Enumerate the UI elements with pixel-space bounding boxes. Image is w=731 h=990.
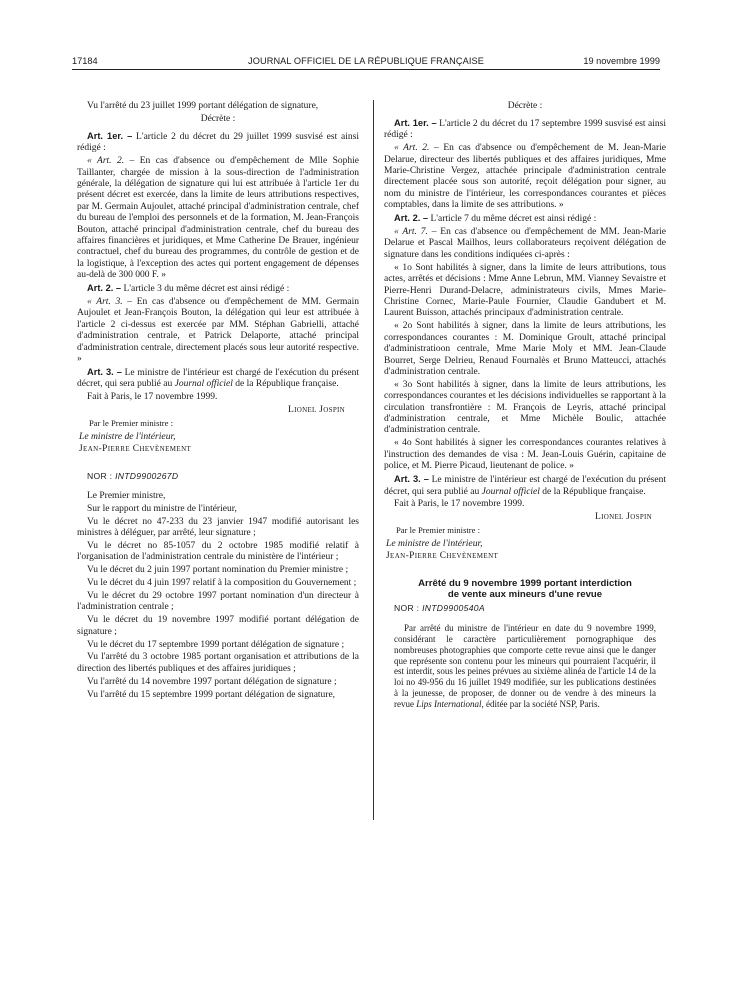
minister-title: Le ministre de l'intérieur, xyxy=(79,430,176,442)
fait-line: Fait à Paris, le 17 novembre 1999. xyxy=(394,499,525,510)
visa-item: Vu le décret du 19 novembre 1997 modifié portant délégation de signature ; xyxy=(77,615,359,637)
arrete-text-end: , éditée par la société NSP, Paris. xyxy=(481,698,600,709)
arrete-title-line: Arrêté du 9 novembre 1999 portant interdiction xyxy=(418,577,632,589)
visa-item: Vu le décret du 17 septembre 1999 portant délégation de signature ; xyxy=(87,639,345,650)
visa-item: Vu l'arrêté du 15 septembre 1999 portant délégation de signature, xyxy=(87,689,336,700)
nor-reference xyxy=(384,603,666,614)
minister-name: Jean-Pierre Chevènement xyxy=(386,551,499,562)
article-1-quote xyxy=(384,143,666,211)
list-item: « 4o Sont habilités à signer les correspondances courantes relatives à l'instruction des demandes de visa : M. Jean-Louis Guérin, capitaine de police, et M. Pierre Picaud, lieutenant de police. » xyxy=(384,438,666,472)
article-text-end: de la République française. xyxy=(539,486,646,497)
list-item: « 3o Sont habilités à signer, dans la limite de leurs attributions, les correspondances courantes et les décisions individuelles se rapportant à la circulation transfrontière : M. François de Leyris, attaché principal d'administration centrale, et Mme Michèle Boulic, attachée d'administration centrale. xyxy=(384,379,666,436)
journal-officiel-ref: Journal officiel xyxy=(174,379,233,390)
visa-item: Vu le décret no 85-1057 du 2 octobre 1985 modifié relatif à l'organisation de l'administration centrale du ministère de l'intérieur ; xyxy=(77,540,359,563)
article-1 xyxy=(384,118,666,142)
signatory-name: Lionel Jospin xyxy=(288,405,345,416)
visa-item: Vu le décret du 2 juin 1997 portant nomination du Premier ministre ; xyxy=(87,565,349,576)
article-label: Art. 2. – xyxy=(87,283,122,294)
article-label: Art. 1er. – xyxy=(87,130,133,141)
visa-item: Vu l'arrêté du 14 novembre 1997 portant délégation de signature ; xyxy=(87,676,337,687)
quote-text: – En cas d'absence ou d'empêchement de M. Jean-Marie Delarue, directeur des libertés publiques et des affaires juridiques, Mme Marie-Christine Vergez, attachée principale d'administration centrale directement placée sous son autorité, reçoit délégation pour signer, au nom du ministre de l'intérieur, les correspondances courantes et pièces comptables, dans la limite de ses attributions. » xyxy=(384,143,667,211)
par-premier-ministre: Par le Premier ministre : xyxy=(396,525,481,536)
article-label: Art. 1er. – xyxy=(394,117,437,128)
nor-label: NOR : xyxy=(87,470,116,481)
article-label: Art. 3. – xyxy=(394,474,429,485)
premier-ministre-line: Le Premier ministre, xyxy=(87,490,166,501)
article-text: L'article 2 du décret du 17 septembre 1999 susvisé est ainsi rédigé : xyxy=(384,118,666,141)
article-2-quote xyxy=(77,297,359,365)
page-number: 17184 xyxy=(72,56,98,66)
column-divider xyxy=(373,100,374,820)
article-1-quote xyxy=(77,156,359,281)
signatory-name: Lionel Jospin xyxy=(595,512,652,523)
page-header xyxy=(72,54,660,68)
list-item: « 1o Sont habilités à signer, dans la limite de leurs attributions, tous actes, arrêtés et décisions : Mme Anne Lebrun, MM. Vianney Sevaistre et Pierre-Henri Durand-Delacre, administrateurs civils, Mmes Marie-Christine Cornec, Marie-Paule Fournier, Claudie Gandubert et M. Laurent Buisson, attachés principaux d'administration centrale. xyxy=(384,262,666,319)
article-text: Le ministre de l'intérieur est chargé de l'exécution du présent décret, qui sera publié au xyxy=(77,367,359,390)
visa-item: Vu le décret no 47-233 du 23 janvier 1947 modifié autorisant les ministres à déléguer, par arrêté, leur signature ; xyxy=(77,516,359,538)
quote-label: « Art. 2. xyxy=(87,156,125,167)
quote-label: « Art. 3. xyxy=(87,297,123,307)
issue-date: 19 novembre 1999 xyxy=(583,56,660,66)
visa-item: Vu le décret du 4 juin 1997 relatif à la composition du Gouvernement ; xyxy=(87,578,357,589)
article-text: Le ministre de l'intérieur est chargé de l'exécution du présent décret, qui sera publié au xyxy=(384,475,666,497)
arrete-paragraph xyxy=(394,623,656,709)
nor-label: NOR : xyxy=(394,603,423,614)
nor-code: INTD9900540A xyxy=(422,603,485,614)
intro-visa: Vu l'arrêté du 23 juillet 1999 portant délégation de signature, xyxy=(87,101,319,111)
article-label: Art. 2. – xyxy=(394,213,429,224)
article-2-quote xyxy=(384,227,666,261)
right-column xyxy=(384,101,666,711)
article-label: Art. 3. – xyxy=(87,366,122,377)
minister-title: Le ministre de l'intérieur, xyxy=(386,538,483,550)
quote-text: – En cas d'absence ou d'empêchement de MM. Jean-Marie Delarue et Pascal Mailhos, leurs collaborateurs reçoivent délégation de signature dans les conditions indiquées ci-après : xyxy=(384,227,667,260)
par-premier-ministre: Par le Premier ministre : xyxy=(89,418,174,429)
visa-item: Sur le rapport du ministre de l'intérieur, xyxy=(87,503,237,514)
arrete-title xyxy=(384,578,666,600)
decrete-heading: Décrète : xyxy=(507,101,543,111)
article-2 xyxy=(77,283,359,295)
list-item: « 2o Sont habilités à signer, dans la limite de leurs attributions, les correspondances courantes : M. Dominique Groult, attaché principal d'administratioon centrale, Mme Marie Moly et MM. Jean-Claude Bourret, Serge Delrieu, Renaud Fournalès et Bruno Matteucci, attachés d'administration centrale. xyxy=(384,321,666,377)
quote-text: – En cas d'absence ou d'empêchement de MM. Germain Aujoulet et Jean-François Bouton, la délégation qui leur est attribuée à l'article 2 ci-dessus est exercée par MM. Stéphan Gabrielli, attaché d'administration centrale, et Patrick Delaporte, attaché principal d'administration centrale, directement placés sous leur autorité respective. » xyxy=(77,297,359,365)
arrete-title-line: de vente aux mineurs d'une revue xyxy=(447,589,603,601)
article-3 xyxy=(77,367,359,391)
article-text: L'article 2 du décret du 29 juillet 1999 susvisé est ainsi rédigé : xyxy=(77,131,359,154)
article-text: L'article 3 du même décret est ainsi rédigé : xyxy=(121,284,290,295)
journal-title: JOURNAL OFFICIEL DE LA RÉPUBLIQUE FRANÇAISE xyxy=(248,56,484,66)
fait-line: Fait à Paris, le 17 novembre 1999. xyxy=(87,392,218,403)
article-text: L'article 7 du même décret est ainsi rédigé : xyxy=(428,214,597,225)
header-rule xyxy=(72,69,660,70)
quote-label: « Art. 7. xyxy=(394,227,428,238)
article-2 xyxy=(384,213,666,225)
revue-name: Lips International xyxy=(416,698,482,709)
article-3 xyxy=(384,474,666,498)
minister-name: Jean-Pierre Chevènement xyxy=(79,443,192,454)
article-text-end: de la République française. xyxy=(232,379,339,390)
left-column xyxy=(77,101,359,703)
arrete-body xyxy=(384,623,666,709)
journal-officiel-ref: Journal officiel xyxy=(481,486,540,497)
visa-item: Vu l'arrêté du 3 octobre 1985 portant organisation et attributions de la direction des libertés publiques et des affaires juridiques ; xyxy=(77,652,359,674)
nor-reference xyxy=(77,471,359,482)
visa-item: Vu le décret du 29 octobre 1997 portant nomination d'un directeur à l'administration centrale ; xyxy=(77,590,359,613)
nor-code: INTD9900267D xyxy=(115,470,179,481)
article-1 xyxy=(77,131,359,155)
arrete-text: Par arrêté du ministre de l'intérieur en date du 9 novembre 1999, considérant le caractère particulièrement pornographique des nombreuses photographies que comporte cette revue ainsi que le danger que représente son contenu pour les mineurs qui pourraient l'acquérir, il est interdit, sous les peines prévues au sixième alinéa de l'article 14 de la loi no 49-956 du 16 juillet 1949 modifiée, sur les publications destinées à la jeunesse, de proposer, de donner ou de vendre à des mineurs la revue xyxy=(394,623,656,709)
quote-label: « Art. 2. xyxy=(394,143,430,154)
quote-text: – En cas d'absence ou d'empêchement de Mlle Sophie Taillanter, chargée de mission à la sous-direction de l'administration générale, la délégation de signature qui lui est attribuée à l'article 1er du présent décret est exercée, dans la limite de leurs attributions respectives, par M. Germain Aujoulet, attaché principal d'administration centrale, chef du bureau de l'emploi des personnels et de la formation, M. Jean-François Bouton, attaché principal d'administration centrale, chef du bureau des affaires financières et juridiques, et Mme Catherine De Brauer, ingénieur contractuel, chef du bureau des programmes, du contrôle de gestion et de la logistique, à l'exception des actes qui portent engagement de dépenses au-delà de 300 000 F. » xyxy=(77,156,359,281)
decrete-heading: Décrète : xyxy=(200,113,236,124)
